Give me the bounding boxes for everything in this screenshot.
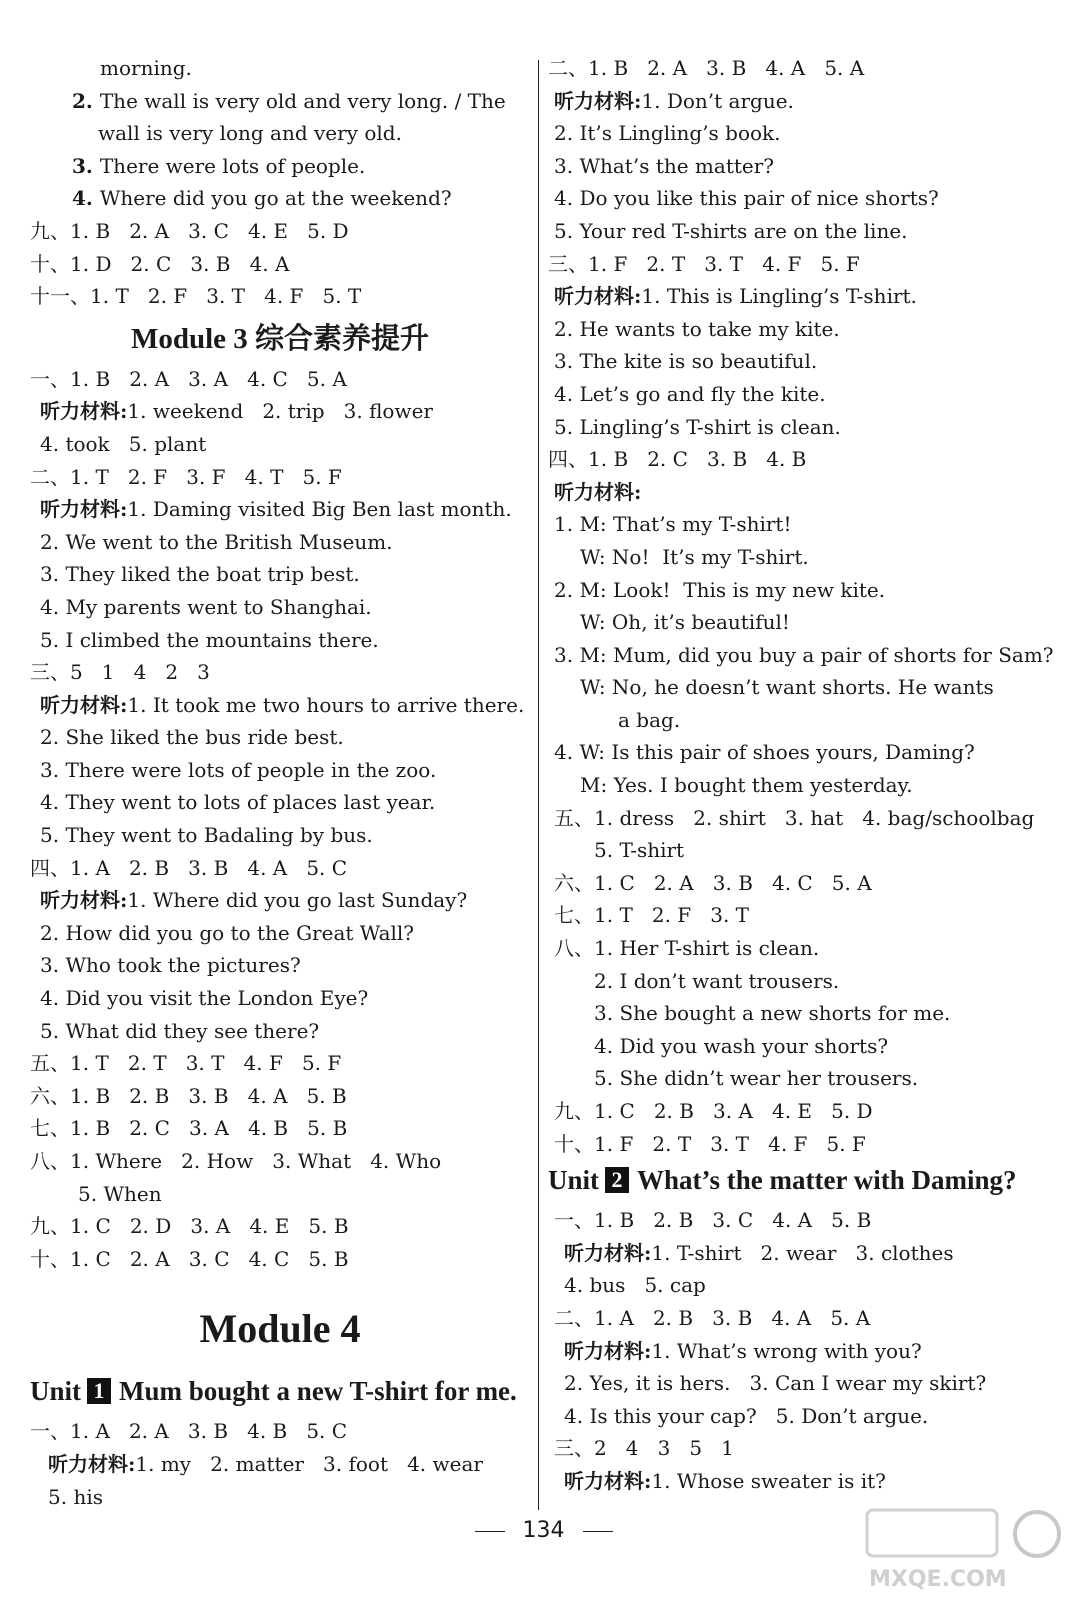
line-text: 4. Do you like this pair of nice shorts? [554, 186, 939, 211]
line-text: M: Yes. I bought them yesterday. [580, 773, 913, 798]
line-text: 5. When [78, 1181, 162, 1206]
answer-line [548, 541, 1058, 574]
unit-heading [30, 1371, 530, 1415]
unit-title: What’s the matter with Daming? [637, 1165, 1017, 1196]
answer-line [548, 834, 1058, 867]
line-text: 十一、1. T 2. F 3. T 4. F 5. T [30, 284, 362, 309]
line-text: 四、1. B 2. C 3. B 4. B [548, 447, 807, 472]
line-text: 4. took 5. plant [40, 431, 207, 456]
answer-line [30, 917, 530, 950]
unit-heading [548, 1160, 1058, 1204]
line-text: 1. Whose sweater is it? [651, 1468, 886, 1493]
footer-dash-left [475, 1531, 505, 1532]
line-text: 三、2 4 3 5 1 [554, 1436, 734, 1461]
line-text: 5. his [48, 1484, 103, 1509]
line-text: 九、1. B 2. A 3. C 4. E 5. D [30, 218, 349, 243]
line-text: 2. I don’t want trousers. [594, 968, 840, 993]
line-text: 5. I climbed the mountains there. [40, 627, 379, 652]
answer-line [548, 443, 1058, 476]
answer-line [548, 769, 1058, 802]
answer-line [30, 428, 530, 461]
answer-line [30, 1481, 530, 1514]
page-number: 134 [522, 1518, 565, 1543]
line-text: 二、1. B 2. A 3. B 4. A 5. A [548, 56, 865, 80]
line-text: 3. Who took the pictures? [40, 953, 301, 978]
answer-line [30, 884, 530, 917]
line-text: 1. my 2. matter 3. foot 4. wear [135, 1451, 483, 1476]
left-column [30, 52, 530, 1513]
line-text: 2. He wants to take my kite. [554, 316, 840, 341]
line-text: 2. M: Look! This is my new kite. [554, 577, 886, 602]
answer-line [548, 182, 1058, 215]
line-text: 2. How did you go to the Great Wall? [40, 920, 415, 945]
answer-line [548, 52, 1058, 85]
answer-line [30, 624, 530, 657]
answer-line [548, 867, 1058, 900]
line-text: 1. Where did you go last Sunday? [127, 888, 468, 913]
answer-line [548, 215, 1058, 248]
line-text: 六、1. C 2. A 3. B 4. C 5. A [554, 870, 872, 895]
listening-label: 听力材料: [40, 692, 128, 717]
answer-line [548, 85, 1058, 118]
answer-line [30, 85, 530, 118]
answer-line [30, 721, 530, 754]
line-text: 八、1. Her T-shirt is clean. [554, 936, 820, 961]
line-text: 5. What did they see there? [40, 1018, 320, 1043]
answer-line [548, 248, 1058, 281]
answer-line [30, 280, 530, 313]
item-number: 4. [72, 186, 100, 211]
line-text: 1. Daming visited Big Ben last month. [127, 497, 512, 522]
unit-title: Mum bought a new T-shirt for me. [119, 1376, 517, 1407]
answer-line [30, 1015, 530, 1048]
line-text: 五、1. T 2. T 3. T 4. F 5. F [30, 1051, 342, 1076]
answer-line [30, 182, 530, 215]
answer-line [548, 508, 1058, 541]
line-text: 2. She liked the bus ride best. [40, 725, 344, 750]
answer-line [30, 248, 530, 281]
line-text: 5. T-shirt [594, 838, 685, 863]
answer-line [30, 461, 530, 494]
answer-line [548, 1432, 1058, 1465]
line-text: 2. It’s Lingling’s book. [554, 121, 781, 146]
answer-line [548, 1204, 1058, 1237]
line-text: 4. Did you visit the London Eye? [40, 986, 369, 1011]
line-text: 一、1. B 2. B 3. C 4. A 5. B [554, 1208, 872, 1233]
answer-line [30, 52, 530, 85]
watermark-logo [859, 1500, 1069, 1592]
answer-line [548, 1062, 1058, 1095]
line-text: 4. Is this your cap? 5. Don’t argue. [564, 1403, 929, 1428]
line-text: 5. They went to Badaling by bus. [40, 823, 373, 848]
module-heading: Module 4 [199, 1306, 361, 1352]
line-text: 二、1. A 2. B 3. B 4. A 5. A [554, 1305, 871, 1330]
answer-line [30, 852, 530, 885]
line-text: 九、1. C 2. B 3. A 4. E 5. D [554, 1099, 873, 1123]
right-column [548, 52, 1058, 1498]
answer-line [548, 1237, 1058, 1270]
answer-line [548, 997, 1058, 1030]
line-text: 3. There were lots of people in the zoo. [40, 757, 437, 782]
line-text: 十、1. C 2. A 3. C 4. C 5. B [30, 1246, 349, 1271]
answer-line [548, 1128, 1058, 1161]
answer-line [30, 493, 530, 526]
line-text: 六、1. B 2. B 3. B 4. A 5. B [30, 1083, 347, 1108]
listening-label: 听力材料: [40, 888, 128, 913]
answer-line [30, 1448, 530, 1481]
answer-line [548, 1465, 1058, 1498]
line-text: 4. bus 5. cap [564, 1273, 706, 1298]
line-text: 三、1. F 2. T 3. T 4. F 5. F [548, 251, 860, 276]
unit-number-badge: 1 [87, 1378, 111, 1404]
line-text: 1. What’s wrong with you? [651, 1338, 922, 1363]
line-text: 4. My parents went to Shanghai. [40, 594, 372, 619]
line-text: The wall is very old and very long. / The [99, 88, 506, 113]
answer-line [30, 215, 530, 248]
item-number: 2. [72, 88, 100, 113]
line-text: 七、1. T 2. F 3. T [554, 903, 750, 928]
line-text: 5. Your red T-shirts are on the line. [554, 218, 908, 243]
line-text: 四、1. A 2. B 3. B 4. A 5. C [30, 855, 348, 880]
listening-label: 听力材料: [564, 1468, 652, 1493]
answer-line [30, 754, 530, 787]
section-heading: Module 3 综合素养提升 [130, 322, 430, 355]
answer-line [548, 965, 1058, 998]
answer-line [30, 1112, 530, 1145]
line-text: a bag. [618, 707, 681, 732]
line-text: 1. T-shirt 2. wear 3. clothes [651, 1240, 954, 1265]
answer-line [548, 802, 1058, 835]
listening-label: 听力材料: [40, 399, 128, 424]
answer-line [30, 1178, 530, 1211]
answer-line [548, 476, 1058, 509]
line-text: 4. They went to lots of places last year. [40, 790, 436, 815]
answer-line [30, 1415, 530, 1448]
answer-line [548, 1335, 1058, 1368]
line-text: 3. M: Mum, did you buy a pair of shorts for Sam? [554, 642, 1054, 667]
column-divider [538, 60, 539, 1510]
line-text: 3. The kite is so beautiful. [554, 349, 818, 374]
line-text: 4. Let’s go and fly the kite. [554, 381, 826, 406]
listening-label: 听力材料: [48, 1451, 136, 1476]
answer-line [30, 1243, 530, 1276]
line-text: 2. Yes, it is hers. 3. Can I wear my skirt? [564, 1371, 987, 1396]
line-text: morning. [100, 56, 192, 80]
answer-line [548, 345, 1058, 378]
answer-line [548, 574, 1058, 607]
listening-label: 听力材料: [40, 497, 128, 522]
line-text: 4. Did you wash your shorts? [594, 1033, 889, 1058]
line-text: W: No! It’s my T-shirt. [580, 544, 809, 569]
answer-line [30, 150, 530, 183]
answer-line [548, 1302, 1058, 1335]
svg-text:MXQE.COM: MXQE.COM [869, 1567, 1007, 1592]
line-text: 4. W: Is this pair of shoes yours, Daming? [554, 740, 975, 765]
listening-label: 听力材料: [554, 284, 642, 309]
line-text: 1. weekend 2. trip 3. flower [127, 399, 433, 424]
answer-line [30, 1080, 530, 1113]
line-text: 三、5 1 4 2 3 [30, 660, 210, 685]
answer-line [548, 378, 1058, 411]
answer-line [548, 606, 1058, 639]
answer-line [548, 671, 1058, 704]
answer-line [548, 411, 1058, 444]
line-text: W: Oh, it’s beautiful! [580, 610, 790, 635]
answer-line [548, 150, 1058, 183]
answer-line [30, 363, 530, 396]
line-text: 一、1. A 2. A 3. B 4. B 5. C [30, 1419, 348, 1444]
answer-line [548, 1400, 1058, 1433]
answer-line [548, 704, 1058, 737]
answer-line [30, 591, 530, 624]
line-text: 十、1. D 2. C 3. B 4. A [30, 251, 290, 276]
answer-line [548, 1030, 1058, 1063]
line-text: 1. It took me two hours to arrive there. [127, 692, 525, 717]
line-text: 十、1. F 2. T 3. T 4. F 5. F [554, 1131, 866, 1156]
answer-line [30, 786, 530, 819]
unit-label: Unit [30, 1376, 82, 1407]
listening-label: 听力材料: [554, 88, 642, 113]
answer-line [30, 395, 530, 428]
listening-label: 听力材料: [564, 1338, 652, 1363]
answer-line [548, 1095, 1058, 1128]
answer-line [30, 1210, 530, 1243]
footer-dash-right [583, 1531, 613, 1532]
line-text: 二、1. T 2. F 3. F 4. T 5. F [30, 464, 342, 489]
answer-line [548, 736, 1058, 769]
line-text: 七、1. B 2. C 3. A 4. B 5. B [30, 1116, 348, 1141]
answer-line [30, 1145, 530, 1178]
line-text: 3. They liked the boat trip best. [40, 562, 360, 587]
line-text: 五、1. dress 2. shirt 3. hat 4. bag/schoolbag [554, 805, 1035, 830]
answer-line [30, 656, 530, 689]
line-text: Where did you go at the weekend? [99, 186, 452, 211]
line-text: 2. We went to the British Museum. [40, 529, 393, 554]
answer-line [30, 117, 530, 150]
line-text: 3. She bought a new shorts for me. [594, 1001, 951, 1026]
line-text: 3. What’s the matter? [554, 153, 775, 178]
answer-line [548, 1367, 1058, 1400]
answer-line [30, 819, 530, 852]
answer-line [548, 1269, 1058, 1302]
answer-line [30, 558, 530, 591]
answer-line [548, 117, 1058, 150]
answer-line [30, 526, 530, 559]
answer-line [30, 949, 530, 982]
answer-line [30, 689, 530, 722]
answer-line [548, 932, 1058, 965]
line-text: 5. She didn’t wear her trousers. [594, 1066, 919, 1091]
line-text: 5. Lingling’s T-shirt is clean. [554, 414, 841, 439]
line-text: 1. M: That’s my T-shirt! [554, 512, 792, 537]
answer-line [548, 639, 1058, 672]
unit-number-badge: 2 [605, 1167, 629, 1193]
answer-line [30, 982, 530, 1015]
answer-line [548, 280, 1058, 313]
line-text: 一、1. B 2. A 3. A 4. C 5. A [30, 366, 347, 391]
listening-label: 听力材料: [554, 479, 642, 504]
answer-line [30, 1047, 530, 1080]
line-text: There were lots of people. [99, 153, 366, 178]
unit-label: Unit [548, 1165, 600, 1196]
line-text: 1. This is Lingling’s T-shirt. [641, 284, 917, 309]
answer-line [548, 313, 1058, 346]
line-text: wall is very long and very old. [98, 121, 402, 146]
line-text: 1. Don’t argue. [641, 88, 794, 113]
item-number: 3. [72, 153, 100, 178]
answer-line [548, 899, 1058, 932]
line-text: 八、1. Where 2. How 3. What 4. Who [30, 1149, 442, 1173]
listening-label: 听力材料: [564, 1240, 652, 1265]
line-text: 九、1. C 2. D 3. A 4. E 5. B [30, 1214, 349, 1239]
line-text: W: No, he doesn’t want shorts. He wants [580, 675, 994, 700]
